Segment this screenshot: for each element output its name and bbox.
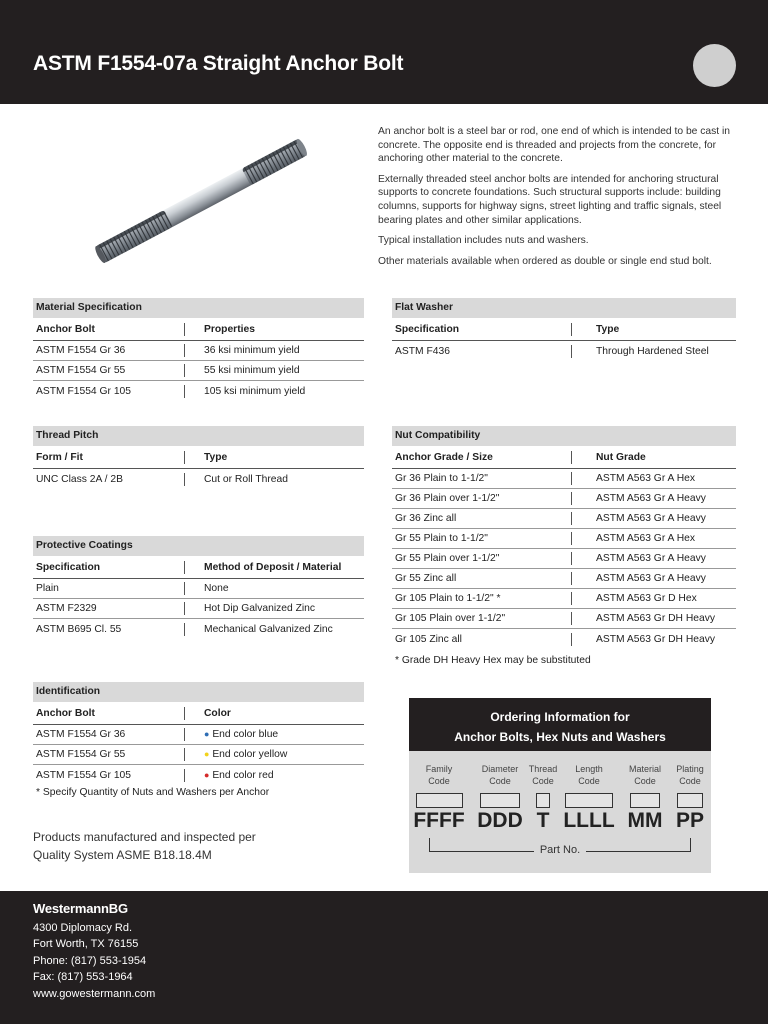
table-row: [33, 725, 364, 745]
table-cell: Gr 55 Plain to 1-1/2": [392, 532, 572, 545]
phone-number: Phone: (817) 553-1954: [33, 954, 147, 967]
table-row: [33, 579, 364, 599]
table-cell: Gr 105 Plain over 1-1/2": [392, 612, 572, 625]
column-header: Color: [204, 707, 231, 719]
table-row: [392, 549, 736, 569]
table-cell: ASTM F1554 Gr 36: [33, 344, 185, 357]
table-cell: ASTM A563 Gr A Heavy: [596, 493, 706, 504]
length-code-box: [565, 793, 613, 808]
table-title: Flat Washer: [392, 298, 736, 318]
table-cell: Gr 36 Plain to 1-1/2": [392, 472, 572, 485]
table-cell: Mechanical Galvanized Zinc: [204, 623, 333, 635]
table-title: Thread Pitch: [33, 426, 364, 446]
intro-paragraph: Other materials available when ordered as double or single end stud bolt.: [378, 255, 712, 267]
table-cell: Gr 36 Plain over 1-1/2": [392, 492, 572, 505]
blue-dot-icon: ●: [204, 729, 210, 739]
fax-number: Fax: (817) 553-1964: [33, 971, 133, 983]
red-dot-icon: ●: [204, 769, 210, 780]
company-logo: WestermannBG: [33, 901, 128, 916]
table-row: [33, 341, 364, 361]
table-cell: 55 ksi minimum yield: [204, 365, 300, 376]
ordering-title-line: Anchor Bolts, Hex Nuts and Washers: [454, 730, 666, 744]
table-cell: [185, 728, 278, 741]
code-value: MM: [627, 809, 663, 832]
table-header-row: [33, 556, 364, 579]
thread-code: [526, 763, 560, 832]
intro-text: [378, 125, 738, 275]
table-title: Identification: [33, 682, 364, 702]
thread-pitch-table: [33, 426, 364, 489]
table-cell: Gr 36 Zinc all: [392, 512, 572, 525]
code-label: Diameter: [481, 764, 519, 774]
code-label: Code: [679, 776, 701, 786]
table-row: [392, 529, 736, 549]
color-label: End color blue: [212, 729, 279, 740]
table-header-row: [33, 318, 364, 341]
flat-washer-table: [392, 298, 736, 361]
table-header-row: [33, 446, 364, 469]
table-row: [33, 765, 364, 785]
table-cell: Cut or Roll Thread: [204, 473, 288, 485]
table-cell: ASTM F1554 Gr 105: [33, 385, 185, 398]
table-cell: ASTM B695 Cl. 55: [33, 623, 185, 636]
table-row: [392, 569, 736, 589]
page-header: [0, 0, 768, 104]
table-cell: 36 ksi minimum yield: [204, 345, 300, 356]
code-label: Plating: [676, 764, 704, 774]
column-header: Specification: [33, 561, 185, 574]
page-title: ASTM F1554-07a Straight Anchor Bolt: [33, 52, 404, 75]
code-label: Code: [578, 776, 600, 786]
table-cell: Gr 55 Zinc all: [392, 572, 572, 585]
table-row: [392, 629, 736, 649]
table-cell: ASTM A563 Gr A Hex: [596, 473, 696, 484]
table-row: [392, 469, 736, 489]
quality-line: Quality System ASME B18.18.4M: [33, 848, 212, 862]
table-footnote: * Specify Quantity of Nuts and Washers per Anchor: [36, 787, 270, 798]
table-cell: ASTM A563 Gr DH Heavy: [596, 633, 716, 645]
anchor-bolt-image: [66, 116, 334, 286]
column-header: Anchor Bolt: [33, 323, 185, 336]
table-footnote: * Grade DH Heavy Hex may be substituted: [395, 655, 591, 666]
table-cell: [185, 769, 274, 782]
part-number-text: Part No.: [534, 844, 586, 856]
ordering-title-line: Ordering Information for: [490, 710, 630, 724]
table-cell: Plain: [33, 582, 185, 595]
yellow-dot-icon: ●: [204, 749, 210, 759]
column-header: Anchor Bolt: [33, 707, 185, 720]
code-label: Code: [489, 776, 511, 786]
column-header: Method of Deposit / Material: [204, 561, 342, 573]
table-cell: ASTM A563 Gr A Hex: [596, 533, 696, 544]
ordering-title: [409, 698, 711, 751]
table-cell: ASTM F436: [392, 345, 572, 358]
table-cell: ASTM F2329: [33, 602, 185, 615]
column-header: Anchor Grade / Size: [392, 451, 572, 464]
identification-table: [33, 682, 364, 798]
table-row: [33, 619, 364, 639]
code-label: Code: [428, 776, 450, 786]
family-code-box: [416, 793, 463, 808]
table-header-row: [392, 318, 736, 341]
table-row: [33, 469, 364, 489]
protective-coatings-table: [33, 536, 364, 639]
plating-code-box: [677, 793, 703, 808]
intro-paragraph: Typical installation includes nuts and washers.: [378, 235, 589, 247]
code-label: Thread: [528, 764, 558, 774]
code-label: Family: [425, 764, 453, 774]
color-label: End color yellow: [212, 749, 288, 760]
color-label: End color red: [212, 769, 274, 781]
column-header: Form / Fit: [33, 451, 185, 464]
code-label: Code: [634, 776, 656, 786]
material-code: [623, 763, 667, 832]
table-cell: ASTM F1554 Gr 36: [33, 728, 185, 741]
table-row: [33, 745, 364, 765]
table-cell: UNC Class 2A / 2B: [33, 473, 185, 486]
table-row: [392, 341, 736, 361]
header-circle-icon: [693, 44, 736, 87]
diameter-code-box: [480, 793, 520, 808]
table-cell: Gr 105 Plain to 1-1/2" *: [392, 592, 572, 605]
table-cell: Gr 55 Plain over 1-1/2": [392, 552, 572, 565]
table-cell: ASTM F1554 Gr 55: [33, 748, 185, 761]
code-label: Length: [575, 764, 603, 774]
table-row: [33, 381, 364, 401]
table-cell: ASTM A563 Gr A Heavy: [596, 573, 706, 584]
thread-code-box: [536, 793, 550, 808]
table-row: [33, 361, 364, 381]
table-header-row: [392, 446, 736, 469]
address-line: Fort Worth, TX 76155: [33, 938, 139, 950]
table-title: Material Specification: [33, 298, 364, 318]
table-row: [392, 589, 736, 609]
diameter-code: [475, 763, 525, 832]
plating-code: [671, 763, 709, 832]
quality-statement: [33, 828, 256, 864]
code-label: Code: [532, 776, 554, 786]
column-header: Type: [204, 451, 228, 463]
material-spec-table: [33, 298, 364, 401]
quality-line: Products manufactured and inspected per: [33, 830, 256, 844]
table-cell: None: [204, 583, 229, 594]
code-label: Material: [628, 764, 661, 774]
table-cell: ASTM A563 Gr D Hex: [596, 593, 697, 604]
table-row: [392, 489, 736, 509]
table-cell: ASTM F1554 Gr 105: [33, 769, 185, 782]
table-cell: Gr 105 Zinc all: [392, 633, 572, 646]
code-value: PP: [675, 809, 704, 832]
part-number-label: [409, 844, 711, 856]
table-row: [392, 609, 736, 629]
footer: [0, 891, 768, 1024]
family-code: [413, 763, 465, 832]
column-header: Specification: [392, 323, 572, 336]
table-cell: [185, 748, 287, 761]
table-row: [392, 509, 736, 529]
length-code: [562, 763, 616, 832]
table-cell: ASTM A563 Gr DH Heavy: [596, 613, 716, 624]
website-link[interactable]: www.gowestermann.com: [33, 987, 156, 1000]
code-value: LLLL: [563, 809, 615, 832]
code-value: T: [536, 809, 550, 832]
table-cell: ASTM A563 Gr A Heavy: [596, 553, 706, 564]
table-cell: 105 ksi minimum yield: [204, 385, 306, 397]
table-header-row: [33, 702, 364, 725]
intro-paragraph: Externally threaded steel anchor bolts are intended for anchoring structural supports to concrete foundations. Such structural supports include: building columns, supports for highway signs, street lighting and traffic signals, steel bearing plates and other similar applications.: [378, 173, 722, 226]
column-header: Nut Grade: [596, 451, 646, 463]
column-header: Properties: [204, 323, 255, 335]
nut-compatibility-table: [392, 426, 736, 666]
ordering-info-panel: [409, 698, 711, 873]
address-line: 4300 Diplomacy Rd.: [33, 921, 133, 934]
table-cell: Hot Dip Galvanized Zinc: [204, 603, 316, 614]
code-value: DDD: [477, 809, 523, 832]
table-cell: ASTM A563 Gr A Heavy: [596, 513, 706, 524]
table-cell: Through Hardened Steel: [596, 345, 709, 357]
table-title: Nut Compatibility: [392, 426, 736, 446]
material-code-box: [630, 793, 660, 808]
table-cell: ASTM F1554 Gr 55: [33, 364, 185, 377]
code-value: FFFF: [413, 809, 465, 832]
column-header: Type: [596, 323, 620, 335]
table-row: [33, 599, 364, 619]
table-title: Protective Coatings: [33, 536, 364, 556]
intro-paragraph: An anchor bolt is a steel bar or rod, one end of which is intended to be cast in concrete. The opposite end is threaded and projects from the concrete, for anchoring other material to the concrete.: [378, 126, 731, 165]
